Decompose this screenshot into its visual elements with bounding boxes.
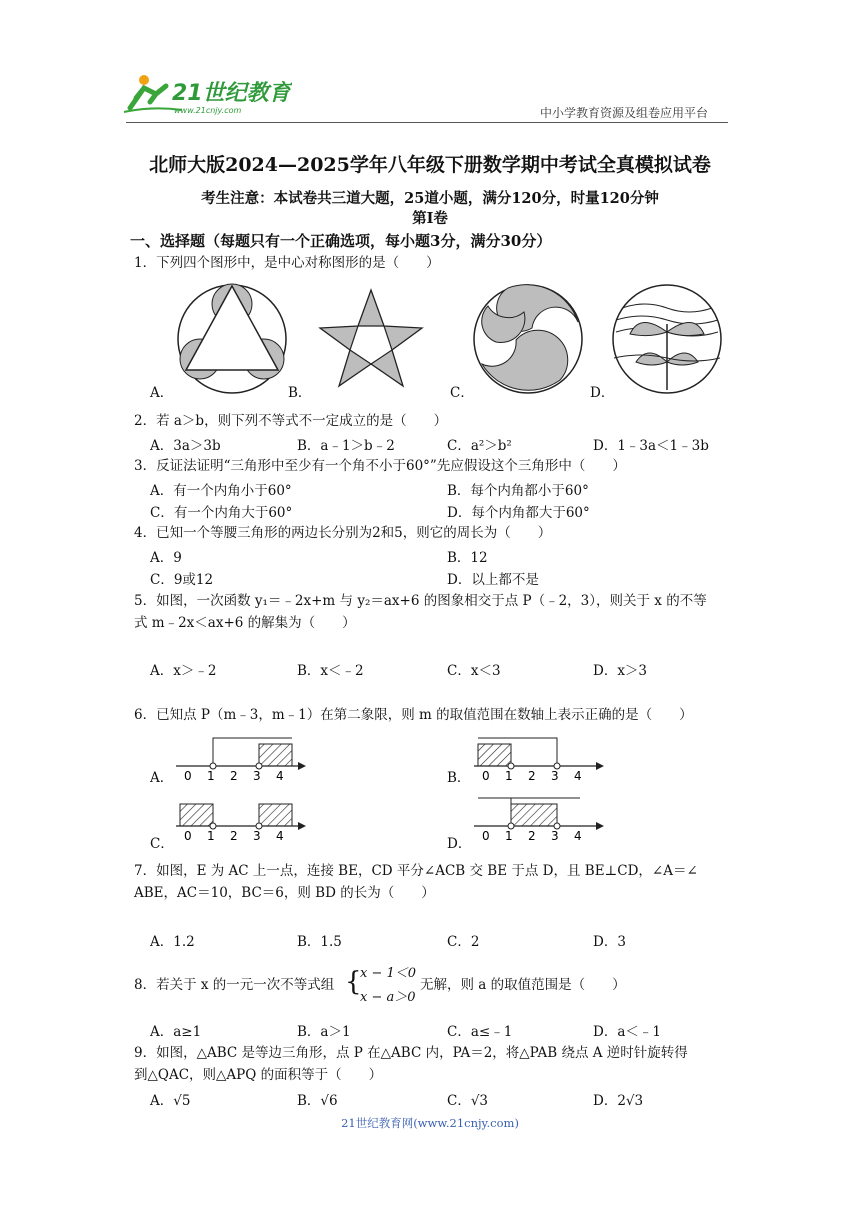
q1-label-b: B．	[288, 385, 312, 401]
q6-label-d: D．	[447, 836, 472, 852]
system-line-1: x − 1＜0	[360, 966, 417, 981]
svg-text:0: 0	[482, 829, 490, 843]
question-8-stem-b: 无解，则 a 的取值范围是（ ）	[420, 977, 626, 993]
svg-text:1: 1	[505, 769, 513, 783]
footer-link[interactable]: 21世纪教育网(www.21cnjy.com)	[341, 1116, 519, 1130]
q9-option-d: D．2√3	[593, 1093, 644, 1109]
svg-text:3: 3	[253, 829, 261, 843]
q3-option-c: C．有一个内角大于60°	[150, 505, 293, 521]
question-5-stem-line2: 式 m﹣2x＜ax+6 的解集为（ ）	[134, 615, 356, 631]
question-9-stem-line2: 到△QAC，则△APQ 的面积等于（ ）	[134, 1067, 383, 1083]
q5-option-c: C．x＜3	[447, 663, 501, 679]
q9-option-c: C．√3	[447, 1093, 489, 1109]
volume-heading: 第Ⅰ卷	[412, 210, 448, 227]
q1-label-d: D．	[590, 385, 615, 401]
svg-text:www.21cnjy.com: www.21cnjy.com	[174, 106, 242, 115]
svg-text:0: 0	[184, 769, 192, 783]
q4-option-b: B．12	[447, 550, 488, 566]
q2-option-c: C．a²＞b²	[447, 438, 512, 454]
question-4-stem: 4．已知一个等腰三角形的两边长分别为2和5，则它的周长为（ ）	[134, 525, 552, 541]
question-6-stem: 6．已知点 P（m﹣3，m﹣1）在第二象限，则 m 的取值范围在数轴上表示正确的是（ ）	[134, 707, 693, 723]
q8-option-a: A．a≥1	[150, 1024, 202, 1040]
svg-text:2: 2	[230, 829, 238, 843]
q5-option-a: A．x＞﹣2	[150, 663, 217, 679]
q6-label-c: C．	[150, 836, 174, 852]
q2-option-b: B．a﹣1＞b﹣2	[297, 438, 395, 454]
system-line-2: x − a＞0	[360, 990, 416, 1005]
q3-option-a: A．有一个内角小于60°	[150, 483, 292, 499]
svg-text:1: 1	[207, 829, 215, 843]
figure-d-plant	[613, 285, 721, 393]
q4-option-a: A．9	[150, 550, 182, 566]
q8-option-b: B．a＞1	[297, 1024, 351, 1040]
number-line-a	[176, 738, 306, 783]
svg-text:1: 1	[505, 829, 513, 843]
question-7-stem-line2: ABE，AC＝10，BC＝6，则 BD 的长为（ ）	[134, 885, 435, 901]
q6-label-b: B．	[447, 770, 471, 786]
svg-text:2: 2	[528, 829, 536, 843]
number-line-d	[474, 798, 604, 843]
q6-label-a: A．	[150, 770, 174, 786]
q9-option-a: A．√5	[150, 1093, 191, 1109]
q7-option-d: D．3	[593, 934, 626, 950]
q7-option-a: A．1.2	[150, 934, 195, 950]
question-3-stem: 3．反证法证明“三角形中至少有一个角不小于60°”先应假设这个三角形中（ ）	[134, 458, 626, 474]
exam-notice: 考生注意：本试卷共三道大题，25道小题，满分120分，时量120分钟	[201, 190, 659, 207]
q4-option-d: D．以上都不是	[447, 572, 539, 588]
q5-option-d: D．x＞3	[593, 663, 648, 679]
q4-option-c: C．9或12	[150, 572, 214, 588]
svg-text:3: 3	[253, 769, 261, 783]
question-7-stem-line1: 7．如图，E 为 AC 上一点，连接 BE，CD 平分∠ACB 交 BE 于点 D，且 BE⊥CD，∠A＝∠	[134, 863, 698, 879]
question-9-stem-line1: 9．如图，△ABC 是等边三角形，点 P 在△ABC 内，PA＝2，将△PAB 绕点 A 逆时针旋转得	[134, 1045, 688, 1061]
q7-option-c: C．2	[447, 934, 480, 950]
q1-label-a: A．	[150, 385, 174, 401]
question-1-stem: 1．下列四个图形中，是中心对称图形的是（ ）	[134, 255, 440, 271]
svg-text:21世纪教育: 21世纪教育	[172, 81, 291, 106]
brace-symbol: {	[345, 967, 362, 997]
number-line-b	[474, 738, 604, 783]
svg-text:1: 1	[207, 769, 215, 783]
q3-option-b: B．每个内角都小于60°	[447, 483, 589, 499]
figure-b-star	[320, 290, 422, 386]
svg-text:0: 0	[482, 769, 490, 783]
svg-text:4: 4	[276, 829, 284, 843]
svg-text:4: 4	[276, 769, 284, 783]
svg-text:0: 0	[184, 829, 192, 843]
svg-text:4: 4	[574, 829, 582, 843]
q6-number-lines	[0, 728, 860, 853]
q1-figures	[170, 282, 730, 394]
q9-option-b: B．√6	[297, 1093, 338, 1109]
header-divider	[126, 122, 728, 123]
logo	[122, 72, 292, 118]
question-8-stem-a: 8．若关于 x 的一元一次不等式组	[134, 977, 335, 993]
figure-a-triangle-circle	[178, 284, 286, 393]
svg-text:4: 4	[574, 769, 582, 783]
q1-label-c: C．	[450, 385, 474, 401]
q3-option-d: D．每个内角都大于60°	[447, 505, 590, 521]
number-line-c	[176, 804, 306, 843]
platform-text: 中小学教育资源及组卷应用平台	[540, 106, 709, 120]
svg-text:2: 2	[230, 769, 238, 783]
q2-option-a: A．3a＞3b	[150, 438, 221, 454]
q2-option-d: D．1﹣3a＜1﹣3b	[593, 438, 709, 454]
question-5-stem-line1: 5．如图，一次函数 y₁＝﹣2x+m 与 y₂＝ax+6 的图象相交于点 P（﹣2，3），则关于 x 的不等	[134, 593, 707, 609]
question-2-stem: 2．若 a＞b，则下列不等式不一定成立的是（ ）	[134, 413, 448, 429]
q8-option-d: D．a＜﹣1	[593, 1024, 661, 1040]
figure-c-tomoe	[474, 285, 582, 393]
svg-text:3: 3	[551, 769, 559, 783]
q7-option-b: B．1.5	[297, 934, 342, 950]
svg-text:3: 3	[551, 829, 559, 843]
q8-option-c: C．a≤﹣1	[447, 1024, 513, 1040]
page-title: 北师大版2024—2025学年八年级下册数学期中考试全真模拟试卷	[149, 154, 711, 176]
svg-text:2: 2	[528, 769, 536, 783]
q5-option-b: B．x＜﹣2	[297, 663, 364, 679]
section-heading: 一、选择题（每题只有一个正确选项，每小题3分，满分30分）	[130, 232, 552, 250]
